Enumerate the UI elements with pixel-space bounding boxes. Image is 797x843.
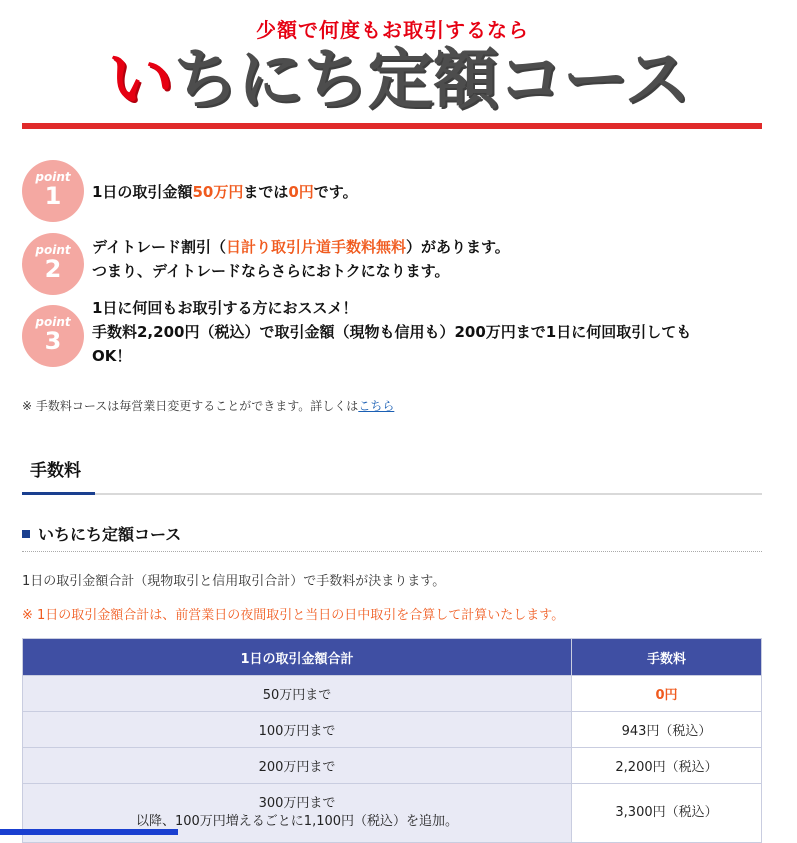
tab-fees[interactable]: 手数料 xyxy=(30,461,81,481)
column-header-fee: 手数料 xyxy=(572,639,762,676)
dotted-divider xyxy=(22,551,762,552)
fee-cell: 943円（税込） xyxy=(572,712,762,748)
table-row xyxy=(23,712,762,748)
hero-divider xyxy=(22,123,762,129)
point-3-line-2: 手数料2,200円（税込）で取引金額（現物も信用も）200万円まで1日に何回取引しても xyxy=(92,323,692,341)
point-badge xyxy=(22,305,84,367)
table-row xyxy=(23,748,762,784)
point-badge-number: 1 xyxy=(44,182,62,210)
details-link[interactable]: こちら xyxy=(358,399,395,413)
point-3-line-1: 1日に何回もお取引する方におススメ！ xyxy=(92,299,358,317)
tab-underline xyxy=(22,493,762,495)
point-text xyxy=(92,296,691,368)
amount-cell: 50万円まで xyxy=(23,676,572,712)
scroll-progress-bar xyxy=(0,829,178,835)
fee-warning: ※ 1日の取引金額合計は、前営業日の夜間取引と当日の日中取引を合算して計算いたします。 xyxy=(22,608,565,623)
fee-cell: 0円 xyxy=(572,676,762,712)
point-badge-label: point xyxy=(35,243,71,257)
point-badge-label: point xyxy=(35,170,71,184)
hero-title-rest: ちにち定額コース xyxy=(172,41,690,118)
fee-cell: 3,300円（税込） xyxy=(572,784,762,843)
point-3 xyxy=(22,299,762,377)
point-text xyxy=(92,180,358,204)
tab-active-indicator xyxy=(22,492,95,495)
point-1 xyxy=(22,160,762,222)
point-badge-label: point xyxy=(35,315,71,329)
point-2-line-1: デイトレード割引（日計り取引片道手数料無料）があります。 xyxy=(92,238,510,256)
amount-line-1: 300万円まで xyxy=(258,796,336,811)
hero-title-accent: い xyxy=(107,41,173,118)
table-header-row xyxy=(23,639,762,676)
point-badge-number: 3 xyxy=(44,327,62,355)
amount-cell: 200万円まで xyxy=(23,748,572,784)
point-text xyxy=(92,235,510,283)
fee-table xyxy=(22,638,762,843)
fee-cell: 2,200円（税込） xyxy=(572,748,762,784)
amount-line-2: 以降、100万円増えるごとに1,100円（税込）を追加。 xyxy=(135,814,459,829)
course-change-note: ※ 手数料コースは毎営業日変更することができます。詳しくはこちら xyxy=(22,399,395,413)
point-3-line-3: OK！ xyxy=(92,347,132,365)
section-heading: いちにち定額コース xyxy=(22,522,181,545)
point-2 xyxy=(22,233,762,295)
point-badge xyxy=(22,233,84,295)
hero-title xyxy=(0,38,797,122)
point-badge-number: 2 xyxy=(44,255,62,283)
amount-cell: 100万円まで xyxy=(23,712,572,748)
hero-subtitle: 少額で何度もお取引するなら xyxy=(256,18,529,42)
hero-banner xyxy=(0,0,797,140)
point-2-line-2: つまり、デイトレードならさらにおトクになります。 xyxy=(92,262,450,280)
point-badge xyxy=(22,160,84,222)
column-header-amount: 1日の取引金額合計 xyxy=(23,639,572,676)
point-1-line-1: 1日の取引金額50万円までは0円です。 xyxy=(92,183,358,201)
fee-description: 1日の取引金額合計（現物取引と信用取引合計）で手数料が決まります。 xyxy=(22,574,446,589)
square-bullet-icon xyxy=(22,530,30,538)
table-row xyxy=(23,676,762,712)
